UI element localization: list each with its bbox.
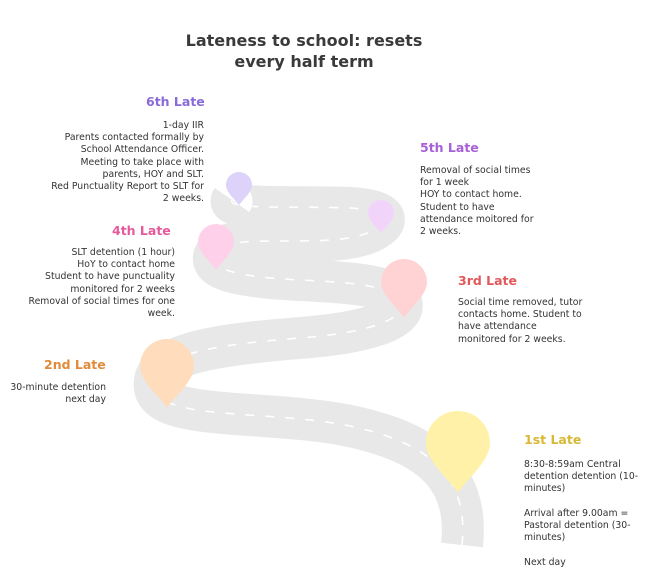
- stage-5-text: Removal of social times for 1 week HOY to contact home. Student to have attendance moitored for 2 weeks.: [420, 165, 534, 238]
- stage-4-heading: 4th Late: [112, 223, 171, 238]
- stage-2-text: 30-minute detention next day: [10, 382, 106, 406]
- diagram-title: Lateness to school: resets every half term: [185, 31, 423, 71]
- stage-3-heading: 3rd Late: [458, 273, 518, 288]
- stage-1-text: 8:30-8:59am Central detention detention (10- minutes) Arrival after 9.00am = Pastoral detention (30- minutes) Next day: [524, 459, 639, 568]
- stage-3-text: Social time removed, tutor contacts home. Student to have attendance monitored for 2 weeks.: [458, 297, 583, 345]
- stage-2-heading: 2nd Late: [44, 357, 106, 372]
- road-path: [155, 200, 463, 545]
- stage-1-heading: 1st Late: [524, 432, 582, 447]
- stage-5-heading: 5th Late: [420, 140, 479, 155]
- stage-6-heading: 6th Late: [146, 94, 205, 109]
- stage-4-text: SLT detention (1 hour) HoY to contact home Student to have punctuality monitored for 2 weeks Removal of social times for one week.: [28, 247, 175, 320]
- stage-6-text: 1-day IIR Parents contacted formally by School Attendance Officer. Meeting to take place with parents, HOY and SLT. Red Punctuality Report to SLT for 2 weeks.: [51, 120, 204, 205]
